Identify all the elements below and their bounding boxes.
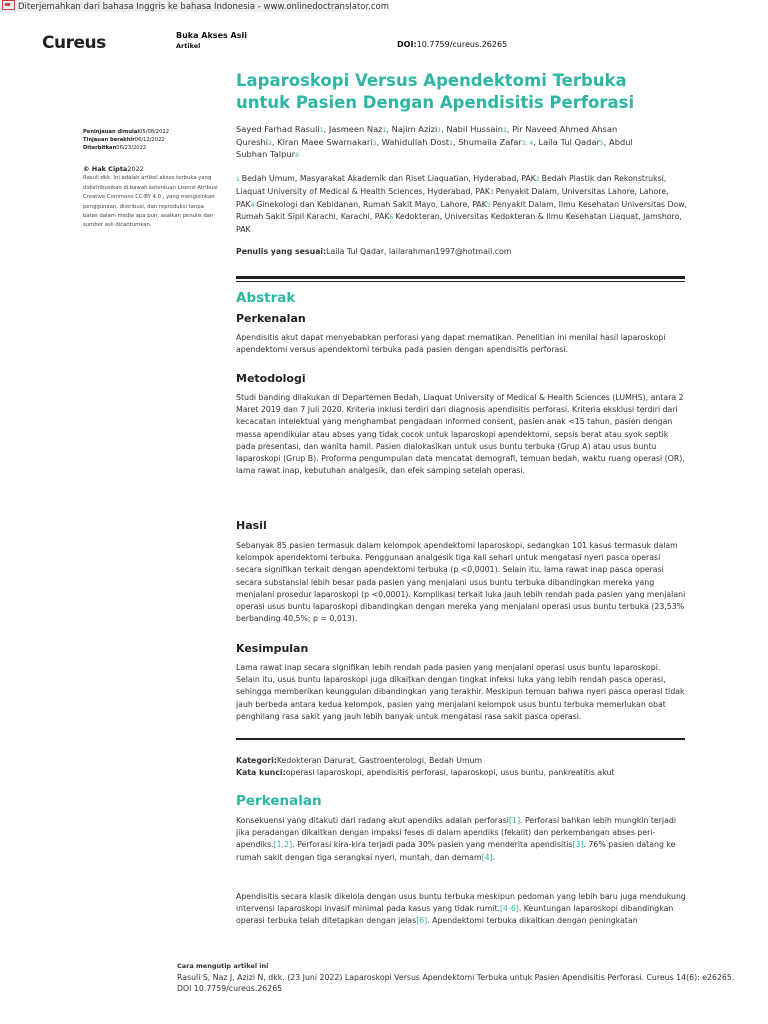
divider	[236, 738, 685, 740]
author-affiliation-number: 2	[268, 139, 272, 147]
citation-label: Cara mengutip artikel ini	[177, 962, 269, 970]
author-name: Abdul Subhan Talpur	[236, 136, 633, 159]
citation-link[interactable]: [4]	[481, 852, 493, 862]
corresponding-value[interactable]: Laila Tul Qadar, lailarahman1997@hotmail.com	[326, 247, 512, 256]
author-list: Sayed Farhad Rasuli1, Jasmeen Naz1, Najim Azizi1, Nabil Hussain1, Pir Naveed Ahmed Ahsan Qureshi2, Kiran Maee Swarnakari3, Wahidullah Dost1, Shumaila Zafar3, 4, Laila Tul Qadar5, Abdul Subhan Talpur6	[236, 124, 633, 159]
text-run: . Keuntungan laparoskopi dibandingkan operasi terbuka telah ditetapkan dengan jelas	[236, 904, 674, 926]
affiliation-text: Kedokteran, Universitas Kedokteran & Ilmu Kesehatan Liaquat, Jamshoro, PAK	[236, 212, 682, 235]
author-name: Wahidullah Dost	[381, 136, 450, 147]
doi[interactable]	[397, 40, 507, 49]
categories-label: Kategori:	[236, 756, 277, 765]
intro-paragraph-1	[236, 815, 686, 864]
affiliation-text: Bedah Plastik dan Rekonstruksi, Liaquat University of Medical & Health Sciences, Hyderabad, PAK	[236, 174, 667, 196]
author-affiliation-number: 1	[382, 127, 387, 134]
author-name: Nabil Hussain	[446, 124, 503, 134]
abstract-intro-text: Apendisitis akut dapat menyebabkan perforasi yang dapat mematikan. Penelitian ini menilai hasil laparoskopi apendektomi versus apendektomi terbuka pada pasien dengan apendisitis perforasi.	[236, 333, 666, 355]
banner-text: Diterjemahkan dari bahasa Inggris ke bahasa Indonesia - www.onlinedoctranslator.com	[18, 2, 390, 12]
methods-heading: Metodologi	[236, 372, 306, 385]
review-ended-value: 06/12/2022	[134, 137, 165, 144]
author-name: Jasmeen Naz	[328, 124, 383, 134]
results-heading: Hasil	[236, 519, 267, 532]
categories	[236, 755, 686, 767]
author-affiliation-number: 3, 4	[521, 139, 534, 147]
results-text: Sebanyak 85 pasien termasuk dalam kelompok apendektomi laparoskopi, sedangkan 101 kasus termasuk dalam kelompok apendektomi terbuka. Penggunaan analgesik tiga kali sehari untuk mengatasi nyeri pasca operasi secara signifikan terkait dengan apendektomi terbuka (p <0,0001). Selain itu, lama rawat inap pasca operasi secara substansial lebih besar pada pasien yang menjalani usus buntu terbuka dibandingkan mereka yang menjalani prosedur laparoskopi (p <0,0001). Komplikasi terkait luka jauh lebih rendah pada pasien yang menjalani operasi usus buntu laparoskopi dibandingkan dengan mereka yang menjalani operasi usus buntu terbuka (23,53% berbanding 40,5%; p = 0,013).	[236, 541, 686, 624]
keywords	[236, 767, 686, 779]
review-dates	[83, 128, 218, 153]
citation-link[interactable]: [4-6]	[500, 904, 519, 914]
affiliation-list	[236, 173, 688, 236]
review-started-value: 05/08/2022	[139, 129, 170, 135]
copyright-year: 2022	[127, 165, 144, 173]
affiliation-number: 3	[490, 188, 496, 196]
copyright-heading	[83, 165, 218, 174]
corresponding-label: Penulis yang sesuai:	[236, 247, 327, 256]
intro-heading: Perkenalan	[236, 793, 322, 809]
journal-logo: Cureus	[42, 33, 106, 53]
author-affiliation-number: 1	[437, 127, 442, 134]
text-run: .	[492, 852, 496, 862]
translator-logo-icon	[2, 0, 15, 10]
categories-keywords	[236, 755, 686, 779]
divider	[236, 276, 685, 279]
author-affiliation-number: 1	[319, 127, 324, 134]
conclusion-heading: Kesimpulan	[236, 642, 309, 655]
abstract-intro-heading: Perkenalan	[236, 312, 306, 325]
published-label: Diterbitkan	[83, 145, 117, 152]
review-ended	[83, 136, 218, 144]
affiliation-text: Bedah Umum, Masyarakat Akademik dan Riset Liaquatian, Hyderabad, PAK	[241, 174, 536, 183]
author-name: Pir Naveed Ahmed Ahsan Qureshi	[236, 124, 618, 147]
text-run: . Apendektomi terbuka dikaitkan dengan peningkatan	[427, 916, 638, 926]
affiliation-number: 5	[486, 201, 493, 209]
affiliation-text: Ginekologi dan Kebidanan, Rumah Sakit Mayo, Lahore, PAK	[256, 199, 487, 209]
author-name: Najim Azizi	[391, 124, 438, 134]
published	[83, 144, 218, 152]
citation-link[interactable]: [6]	[416, 916, 428, 926]
citation-link[interactable]: [1]	[508, 816, 521, 825]
affiliation-number: 4	[250, 201, 257, 209]
corresponding-author	[236, 247, 511, 256]
doi-value: 10.7759/cureus.26265	[416, 40, 508, 49]
author-affiliation-number: 1	[449, 139, 453, 147]
author-affiliation-number: 3	[372, 139, 377, 147]
text-run: Konsekuensi yang ditakuti dari radang akut apendiks adalah perforasi	[236, 816, 509, 825]
conclusion-text: Lama rawat inap secara signifikan lebih rendah pada pasien yang menjalani operasi usus buntu laparoskopi. Selain itu, usus buntu laparoskopi juga dikaitkan dengan tingkat infeksi luka yang lebih rendah pasca operasi, sehingga memberikan keunggulan dibandingkan yang terakhir. Meskipun temuan bahwa nyeri pasca operasi tidak jauh berbeda antara kedua kelompok, pasien yang menjalani kelompok usus buntu terbuka memerlukan obat penghilang rasa sakit yang jauh lebih banyak untuk mengatasi rasa sakit pasca operasi.	[236, 663, 685, 721]
divider	[236, 281, 685, 282]
author-name: Laila Tul Qadar	[538, 136, 600, 147]
affiliation-text: Penyakit Dalam, Universitas Lahore, Lahore, PAK	[236, 186, 669, 209]
review-ended-label: Tinjauan berakhir	[83, 137, 135, 144]
author-name: Shumaila Zafar	[458, 136, 522, 147]
author-name: Kiran Maee Swarnakari	[277, 136, 373, 147]
text-run: . Perforasi bahkan lebih mungkin terjadi jika peradangan dikaitkan dengan impaksi feses di dalam apendiks (fekalit) dan perkembangan abses peri-apendiks.	[236, 816, 676, 850]
doi-label: DOI:	[397, 40, 417, 49]
text-run: . 76% pasien datang ke rumah sakit dengan tiga serangkai nyeri, muntah, dan demam	[236, 840, 676, 862]
affiliation-text: Penyakit Dalam, Ilmu Kesehatan Universitas Dow, Rumah Sakit Sipil Karachi, Karachi, PAK	[236, 199, 688, 222]
citation-text: Rasuli S, Naz J, Azizi N, dkk. (23 Juni 2022) Laparoskopi Versus Apendektomi Terbuka untuk Pasien Apendisitis Perforasi. Cureus 14(6): e26265. DOI 10.7759/cureus.26265	[177, 973, 735, 993]
text-run: Apendisitis secara klasik dikelola dengan usus buntu terbuka meskipun pedoman yang lebih baru juga mendukung intervensi laparoskopi invasif minimal pada kasus yang tidak rumit.	[236, 892, 686, 914]
translation-banner[interactable]	[0, 0, 390, 12]
article-type: Artikel	[176, 42, 201, 50]
abstract-heading: Abstrak	[236, 290, 296, 306]
review-started	[83, 128, 218, 136]
methods-text: Studi banding dilakukan di Departemen Bedah, Liaquat University of Medical & Health Sciences (LUMHS), antara 2 Maret 2019 dan 7 Juli 2020. Kriteria inklusi terdiri dari diagnosis apendisitis perforasi. Kriteria eksklusi terdiri dari kecacatan intelektual yang menghambat pengadaan informed consent, pasien anak <15 tahun, pasien dengan massa apendikular atau abses yang tidak cocok untuk laparoskopi apendektomi, sepsis berat atau syok septik pada presentasi, dan wanita hamil. Pasien dialokasikan untuk usus buntu terbuka (Grup A) atau usus buntu laparoskopi (Grup B). Proforma pengumpulan data mencatat demografi, temuan bedah, waktu ruang operasi (OR), lama rawat inap, kebutuhan analgesik, dan efek samping setelah operasi.	[236, 393, 685, 476]
intro-paragraph-2	[236, 891, 686, 928]
article-title: Laparoskopi Versus Apendektomi Terbuka untuk Pasien Dengan Apendisitis Perforasi	[236, 71, 635, 112]
license-text: Rasuli dkk. Ini adalah artikel akses terbuka yang didistribusikan di bawah ketentuan Lisensi Atribusi Creative Commons CC-BY 4.0., yang mengizinkan penggunaan, distribusi, dan reproduksi tanpa batas dalam media apa pun, asalkan penulis dan sumber asli dicantumkan.	[83, 175, 218, 229]
citation-footer	[177, 960, 737, 994]
copyright-block	[83, 165, 218, 231]
review-started-label: Peninjauan dimulai	[83, 129, 140, 135]
citation-link[interactable]: [3]	[572, 840, 584, 850]
access-text: Buka Akses Asli	[176, 31, 247, 40]
author-affiliation-number: 5	[599, 139, 604, 147]
published-value: 06/23/2022	[116, 145, 147, 152]
citation-link[interactable]: [1,2]	[273, 840, 293, 850]
open-access-label	[176, 30, 247, 52]
copyright-label: © Hak Cipta	[83, 165, 128, 173]
keywords-value: operasi laparoskopi, apendisitis perforasi, laparoskopi, usus buntu, pankreatitis akut	[285, 768, 615, 777]
author-name: Sayed Farhad Rasuli	[236, 124, 320, 134]
author-affiliation-number: 6	[295, 152, 299, 159]
author-affiliation-number: 1	[502, 127, 507, 134]
affiliation-number: 1	[236, 176, 242, 183]
affiliation-number: 2	[535, 176, 542, 183]
categories-value: Kedokteran Darurat, Gastroenterologi, Bedah Umum	[276, 756, 483, 765]
affiliation-number: 6	[389, 214, 396, 222]
text-run: . Perforasi kira-kira terjadi pada 30% pasien yang menderita apendisitis	[292, 840, 573, 850]
keywords-label: Kata kunci:	[236, 768, 286, 777]
